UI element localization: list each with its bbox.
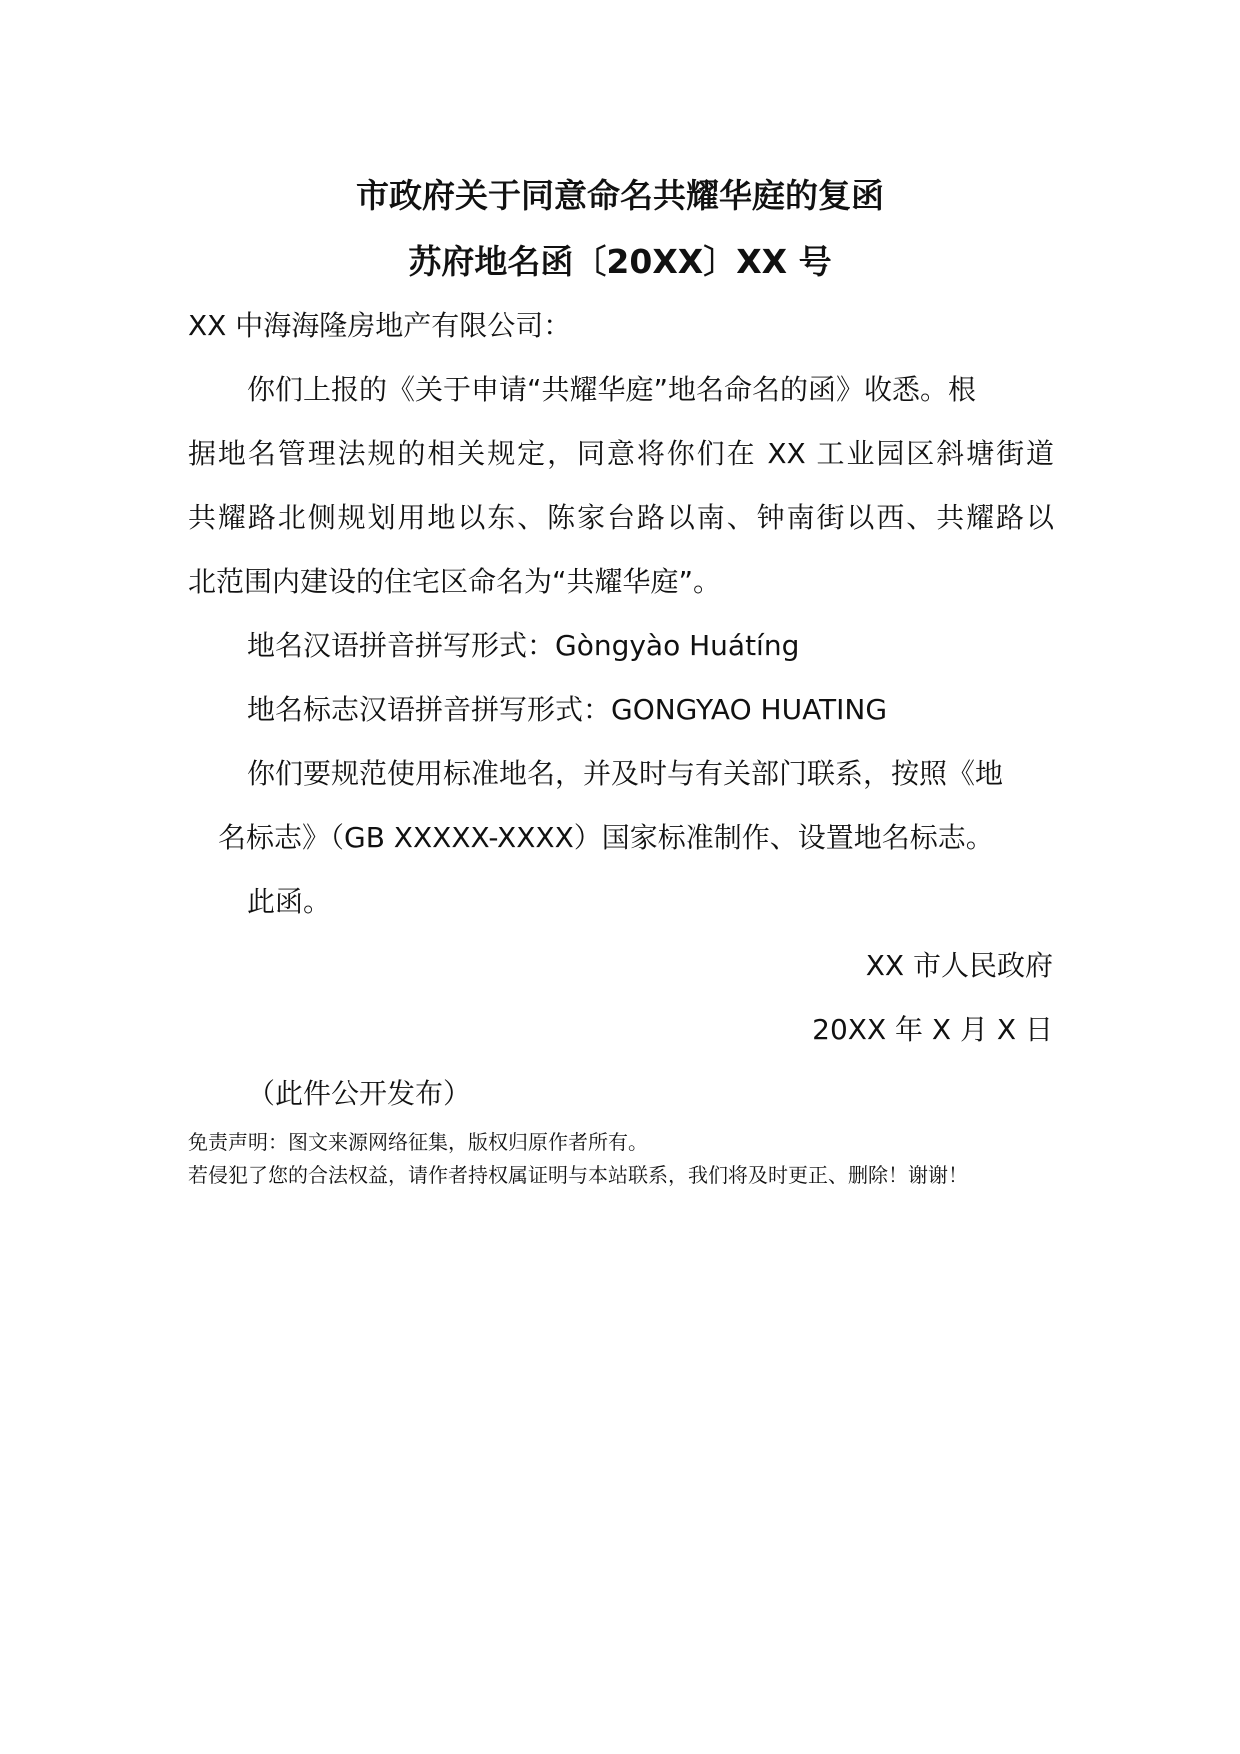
paragraph-1-line-2: 据地名管理法规的相关规定，同意将你们在 XX 工业园区斜塘街道: [188, 437, 1054, 470]
publication-note: （此件公开发布）: [247, 1077, 472, 1110]
document-title: 市政府关于同意命名共耀华庭的复函: [356, 176, 884, 215]
paragraph-1-line-4: 北范围内建设的住宅区命名为“共耀华庭”。: [188, 565, 722, 598]
pinyin-form: 地名汉语拼音拼写形式：Gòngyào Huátíng: [247, 629, 800, 662]
issue-date: 20XX 年 X 月 X 日: [812, 1013, 1053, 1046]
paragraph-1-line-3: 共耀路北侧规划用地以东、陈家台路以南、钟南街以西、共耀路以: [188, 501, 1054, 534]
paragraph-2-line-1: 你们要规范使用标准地名，并及时与有关部门联系，按照《地: [247, 757, 1004, 790]
addressee: XX 中海海隆房地产有限公司：: [188, 309, 572, 342]
disclaimer-line-2: 若侵犯了您的合法权益，请作者持权属证明与本站联系，我们将及时更正、删除！谢谢！: [188, 1163, 968, 1187]
issuer: XX 市人民政府: [865, 949, 1053, 982]
disclaimer-line-1: 免责声明：图文来源网络征集，版权归原作者所有。: [188, 1130, 648, 1154]
sign-pinyin-form: 地名标志汉语拼音拼写形式：GONGYAO HUATING: [247, 693, 888, 726]
paragraph-1-line-1: 你们上报的《关于申请“共耀华庭”地名命名的函》收悉。根: [247, 373, 977, 406]
paragraph-2-line-2: 名标志》（GB XXXXX-XXXX）国家标准制作、设置地名标志。: [218, 821, 994, 854]
closing-phrase: 此函。: [247, 885, 332, 918]
document-number: 苏府地名函〔20XX〕XX 号: [408, 242, 832, 281]
